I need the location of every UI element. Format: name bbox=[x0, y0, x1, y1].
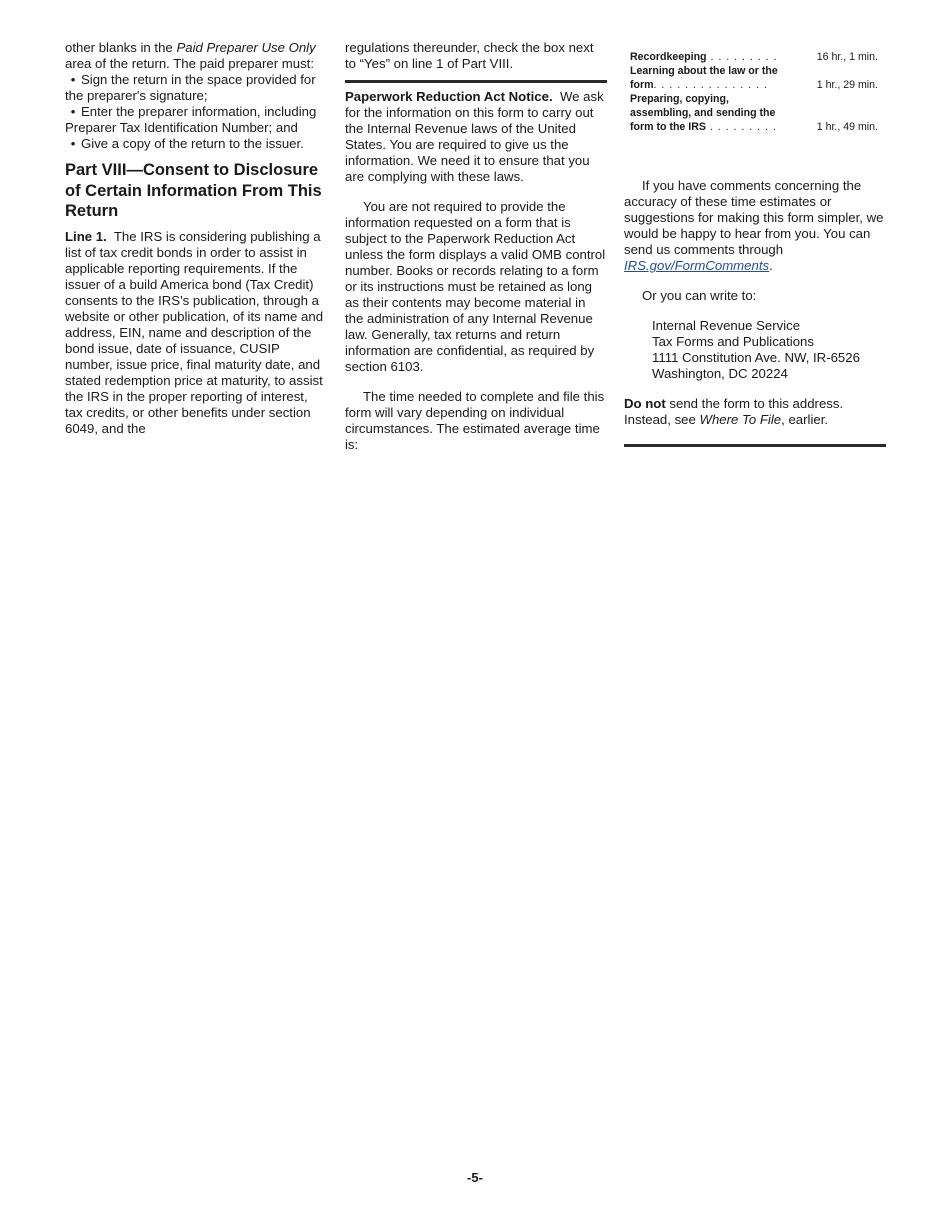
bullet-item: • Sign the return in the space provided for the preparer's signature; bbox=[65, 72, 327, 104]
end-divider bbox=[624, 444, 886, 447]
intro-text-end: area of the return. The paid preparer must: bbox=[65, 56, 314, 71]
do-not-text: send the form to this address. Instead, see bbox=[624, 396, 844, 427]
column-right bbox=[624, 40, 886, 447]
time-estimates-table bbox=[630, 50, 886, 134]
leader-dots: . . . . . . . . . . . . . . . bbox=[653, 79, 768, 91]
bullet-item: • Enter the preparer information, including Preparer Tax Identification Number; and bbox=[65, 104, 327, 136]
estimate-row bbox=[630, 78, 886, 92]
line1-paragraph bbox=[65, 229, 327, 437]
estimate-row bbox=[630, 92, 886, 106]
do-not-text-end: , earlier. bbox=[781, 412, 829, 427]
do-not-send-paragraph bbox=[624, 396, 886, 428]
comments-text: If you have comments concerning the accuracy of these time estimates or suggestions for making this form simpler, we would be happy to hear from you. You can send us comments through bbox=[624, 178, 884, 257]
estimate-label: Recordkeeping bbox=[630, 51, 707, 63]
irs-form-comments-link[interactable]: IRS.gov/FormComments bbox=[624, 258, 770, 273]
section-divider bbox=[345, 80, 607, 83]
estimate-value: 16 hr., 1 min. bbox=[816, 51, 878, 63]
estimate-value: 1 hr., 29 min. bbox=[816, 79, 878, 91]
comments-end: . bbox=[769, 258, 773, 273]
estimate-row bbox=[630, 120, 886, 134]
omb-paragraph: You are not required to provide the information requested on a form that is subject to the Paperwork Reduction Act unless the form displays a valid OMB control number. Books or records relating to a form or its instructions must be retained as long as their contents may become material in the administration of any Internal Revenue law. Generally, tax returns and return information are confidential, as required by section 6103. bbox=[345, 199, 606, 374]
column-middle bbox=[345, 40, 607, 453]
leader-dots: . . . . . . . . . bbox=[705, 121, 777, 133]
estimate-label: assembling, and sending the bbox=[630, 107, 776, 119]
mailing-address bbox=[652, 318, 886, 382]
estimate-label: Preparing, copying, bbox=[630, 93, 729, 105]
address-line: Internal Revenue Service bbox=[652, 318, 801, 333]
intro-text: other blanks in the bbox=[65, 40, 177, 55]
address-line: Tax Forms and Publications bbox=[652, 334, 814, 349]
write-paragraph: Or you can write to: bbox=[642, 288, 757, 303]
estimate-label: Learning about the law or the bbox=[630, 65, 778, 77]
section-heading: Part VIII—Consent to Disclosure of Certain Information From This Return bbox=[65, 161, 322, 220]
address-line: 1111 Constitution Ave. NW, IR-6526 bbox=[652, 350, 860, 365]
intro-paragraph bbox=[65, 40, 327, 72]
estimate-row bbox=[630, 64, 886, 78]
estimate-label: form bbox=[630, 79, 654, 91]
continuation-paragraph: regulations thereunder, check the box next to “Yes” on line 1 of Part VIII. bbox=[345, 40, 594, 71]
where-to-file-reference: Where To File bbox=[699, 412, 782, 427]
line1-label: Line 1. bbox=[65, 228, 107, 244]
leader-dots: . . . . . . . . . bbox=[706, 51, 778, 63]
paperwork-notice-paragraph bbox=[345, 89, 607, 185]
estimate-value: 1 hr., 49 min. bbox=[816, 121, 878, 133]
estimate-row bbox=[630, 50, 886, 64]
time-paragraph: The time needed to complete and file this form will vary depending on individual circumstances. The estimated average time is: bbox=[345, 389, 605, 452]
address-line: Washington, DC 20224 bbox=[652, 366, 788, 381]
comments-paragraph bbox=[624, 178, 886, 274]
intro-italic: Paid Preparer Use Only bbox=[176, 40, 316, 55]
estimate-row bbox=[630, 106, 886, 120]
bullet-item: • Give a copy of the return to the issuer. bbox=[65, 136, 327, 152]
page-number: -5- bbox=[467, 1170, 483, 1185]
paperwork-notice-text: We ask for the information on this form to carry out the Internal Revenue laws of the United States. You are required to give us the information. We need it to ensure that you are complying with these laws. bbox=[345, 89, 604, 184]
line1-text: The IRS is considering publishing a list of tax credit bonds in order to assist in applicable reporting requirements. If the issuer of a build America bond (Tax Credit) consents to the IRS's publication, through a website or other publication, of its name and address, EIN, name and description of the bond issue, date of issuance, CUSIP number, issue price, final maturity date, and stated redemption price at maturity, to assist the IRS in the proper reporting of interest, tax credits, or other benefits under section 6049, and the bbox=[65, 228, 324, 436]
estimate-label: form to the IRS bbox=[630, 121, 706, 133]
paperwork-notice-label: Paperwork Reduction Act Notice. bbox=[345, 89, 553, 104]
do-not-bold: Do not bbox=[624, 396, 666, 411]
column-left bbox=[65, 40, 327, 437]
